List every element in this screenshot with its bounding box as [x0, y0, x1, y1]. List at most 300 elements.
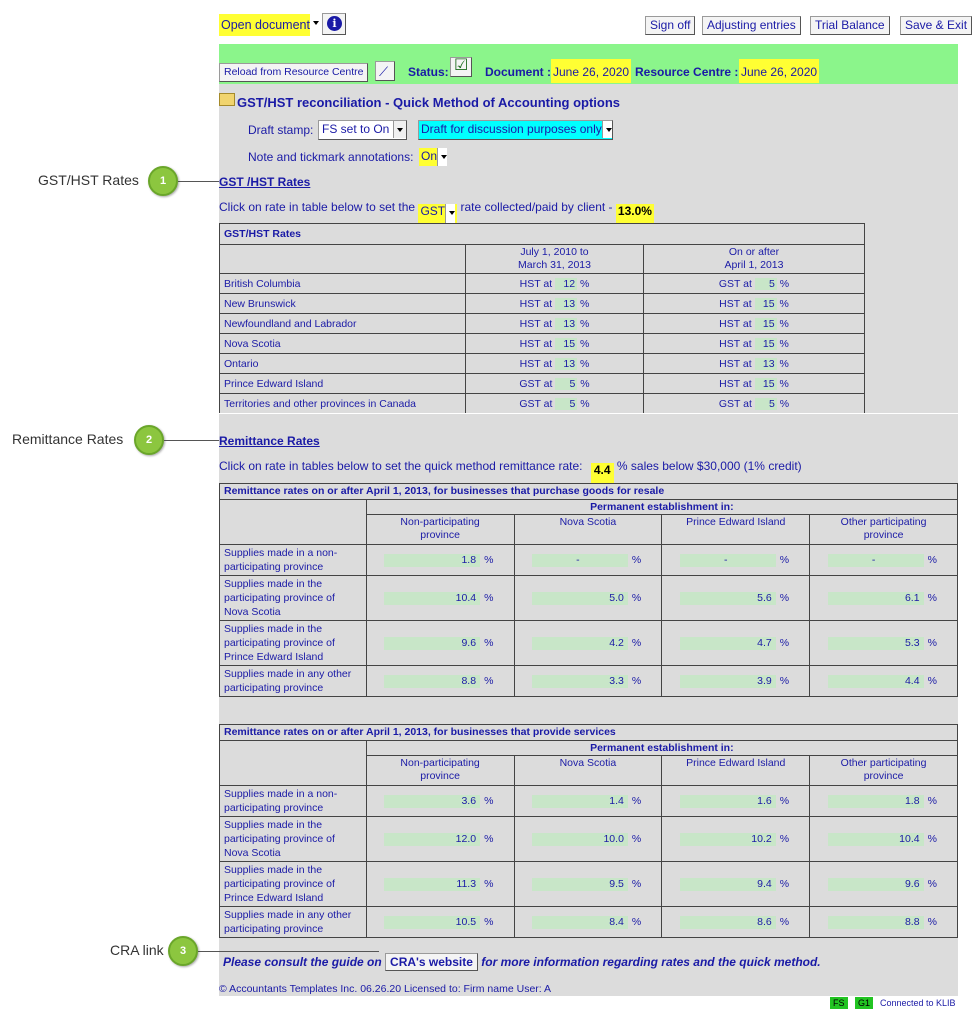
percent-sign: % — [779, 357, 789, 370]
checkmark-icon: ☑ — [454, 57, 469, 74]
remittance-goods-table — [219, 483, 958, 697]
gst-rate-cell[interactable] — [644, 314, 865, 334]
remittance-rate-value[interactable]: 8.8 — [384, 675, 480, 688]
open-document-dropdown[interactable] — [219, 14, 319, 36]
remittance-rate-value[interactable]: 1.8 — [384, 554, 480, 567]
col-header-line2: province — [420, 770, 460, 782]
supplies-label-line: Supplies made in the — [224, 578, 323, 590]
remittance-rate-cell[interactable] — [662, 862, 810, 907]
open-document-label: Open document — [221, 18, 310, 32]
annotations-value: On — [421, 149, 438, 163]
info-button[interactable] — [322, 13, 346, 35]
col-header-line1: Other participating — [840, 516, 927, 528]
status-label: Status: — [408, 65, 449, 79]
annotations-label: Note and tickmark annotations: — [248, 150, 414, 164]
percent-sign: % — [631, 877, 642, 890]
remittance-instruction-text — [219, 459, 802, 485]
remittance-rate-value[interactable]: 1.4 — [532, 795, 628, 808]
draft-stamp-select[interactable] — [318, 120, 407, 140]
goods-title: Remittance rates on or after April 1, 2013, for businesses that purchase goods for resale — [220, 484, 958, 500]
province-name: New Brunswick — [220, 294, 466, 314]
supplies-label-line: Prince Edward Island — [224, 892, 324, 904]
remittance-rate-cell[interactable] — [366, 786, 514, 817]
percent-sign: % — [484, 832, 494, 845]
remittance-rate-cell[interactable] — [514, 621, 662, 666]
goods-row — [220, 545, 958, 576]
gst-rate-cell[interactable] — [466, 334, 644, 354]
percent-sign: % — [631, 794, 642, 807]
rate-value[interactable]: 15 — [755, 338, 777, 350]
percent-sign: % — [484, 915, 494, 928]
gst-table-title: GST/HST Rates — [220, 224, 865, 245]
annotations-select[interactable] — [419, 148, 447, 166]
supplies-label — [220, 817, 367, 862]
supplies-label — [220, 862, 367, 907]
col-header-line1: Prince Edward Island — [686, 757, 786, 769]
percent-sign: % — [580, 377, 590, 390]
remittance-rate-cell[interactable] — [810, 545, 958, 576]
services-title: Remittance rates on or after April 1, 2013, for businesses that provide services — [220, 725, 958, 741]
percent-sign: % — [927, 636, 937, 649]
gst-table-row — [220, 334, 865, 354]
percent-sign: % — [631, 636, 642, 649]
gst-rate-cell[interactable] — [466, 274, 644, 294]
col-header-line1: Nova Scotia — [559, 516, 617, 528]
rate-value[interactable]: 15 — [755, 298, 777, 310]
supplies-label-line: Nova Scotia — [224, 606, 281, 618]
gst-rate-cell[interactable] — [644, 394, 865, 414]
percent-sign: % — [927, 877, 937, 890]
percent-sign: % — [927, 794, 937, 807]
remittance-rate-cell[interactable] — [366, 545, 514, 576]
info-icon: i — [327, 16, 342, 31]
percent-sign: % — [484, 553, 494, 566]
gst-hst-rates-heading[interactable]: GST /HST Rates — [219, 175, 311, 189]
rate-value[interactable]: 5 — [555, 378, 577, 390]
remittance-rate-cell[interactable] — [662, 817, 810, 862]
link-icon: ⟋ — [379, 64, 389, 79]
percent-sign: % — [779, 277, 790, 290]
rate-value[interactable]: 13 — [755, 358, 777, 370]
gst-col1-line1: July 1, 2010 to — [520, 246, 589, 258]
supplies-label-line: Prince Edward Island — [224, 651, 324, 663]
rate-value[interactable]: 13 — [555, 358, 577, 370]
remittance-rate-value[interactable]: 8.8 — [828, 916, 924, 929]
remittance-rate-value[interactable]: 3.6 — [384, 795, 480, 808]
percent-sign: % — [779, 591, 790, 604]
status-checkbox[interactable] — [450, 57, 472, 77]
gst-col-header-2 — [644, 245, 865, 274]
document-label: Document : — [485, 65, 551, 79]
goods-title-row — [220, 484, 958, 500]
remittance-rate-cell[interactable] — [662, 576, 810, 621]
remittance-rate-value[interactable]: 6.1 — [828, 592, 924, 605]
services-col-header — [810, 756, 958, 786]
sign-off-button[interactable]: Sign off — [645, 16, 695, 35]
percent-sign: % — [927, 832, 937, 845]
remittance-rate-cell[interactable] — [810, 907, 958, 938]
goods-row — [220, 621, 958, 666]
rate-type: HST at — [519, 357, 553, 370]
resource-centre-label: Resource Centre : — [635, 65, 739, 79]
province-name: Newfoundland and Labrador — [220, 314, 466, 334]
percent-sign: % — [579, 297, 590, 310]
services-row — [220, 786, 958, 817]
remittance-rate-value[interactable]: 9.6 — [828, 878, 924, 891]
percent-sign: % — [779, 397, 790, 410]
rate-value[interactable]: 13 — [555, 318, 577, 330]
callout-3-label: CRA link — [110, 942, 164, 958]
rate-value[interactable]: 15 — [755, 318, 777, 330]
province-name: Nova Scotia — [220, 334, 466, 354]
supplies-label — [220, 907, 367, 938]
remittance-rate-value[interactable]: 10.4 — [828, 833, 924, 846]
save-exit-button[interactable]: Save & Exit — [900, 16, 972, 35]
gst-hst-rates-table — [219, 223, 865, 414]
remittance-rate-value[interactable]: 5.6 — [680, 592, 776, 605]
supplies-label-line: participating province — [224, 923, 324, 935]
callout-1-badge: 1 — [148, 166, 178, 196]
gst-table-row — [220, 314, 865, 334]
supplies-label-line: participating province of — [224, 833, 335, 845]
remittance-rate-cell[interactable] — [514, 576, 662, 621]
chevron-down-icon — [393, 121, 406, 138]
gst-instruction-pre: Click on rate in table below to set the — [219, 200, 416, 214]
supplies-label-line: Supplies made in the — [224, 864, 323, 876]
connection-status: Connected to KLIB — [880, 998, 956, 1008]
rate-type: GST at — [718, 397, 752, 410]
remittance-rate-cell[interactable] — [662, 786, 810, 817]
remittance-rate-value[interactable]: 10.2 — [680, 833, 776, 846]
rate-value[interactable]: 12 — [555, 278, 577, 290]
page-title: GST/HST reconciliation - Quick Method of Accounting options — [237, 95, 621, 110]
remittance-rate-value[interactable]: 1.8 — [828, 795, 924, 808]
col-header-line2: province — [863, 529, 904, 541]
percent-sign: % — [631, 674, 642, 687]
remittance-rate-cell[interactable] — [662, 545, 810, 576]
chevron-down-icon — [437, 148, 447, 166]
percent-sign: % — [779, 674, 790, 687]
reload-button[interactable]: Reload from Resource Centre — [219, 63, 368, 82]
percent-sign: % — [779, 794, 790, 807]
remittance-rate-cell[interactable] — [366, 576, 514, 621]
percent-sign: % — [779, 915, 790, 928]
percent-sign: % — [631, 591, 642, 604]
percent-sign: % — [779, 337, 789, 350]
rate-type: HST at — [719, 297, 752, 310]
percent-sign: % — [779, 832, 790, 845]
gst-table-row — [220, 274, 865, 294]
remittance-rate-value[interactable]: 10.5 — [384, 916, 480, 929]
g1-indicator: G1 — [855, 997, 873, 1009]
rate-type: HST at — [719, 317, 752, 330]
remittance-rate-cell[interactable] — [810, 786, 958, 817]
services-row — [220, 862, 958, 907]
gst-col2-line2: April 1, 2013 — [724, 259, 784, 271]
goods-row — [220, 666, 958, 697]
services-row — [220, 907, 958, 938]
remittance-rate-value[interactable]: 3.9 — [680, 675, 776, 688]
remittance-rate-cell[interactable] — [810, 576, 958, 621]
callout-1-label: GST/HST Rates — [38, 172, 139, 188]
rate-type: HST at — [519, 317, 553, 330]
remittance-rate-cell[interactable] — [662, 621, 810, 666]
remittance-rate-cell[interactable] — [366, 862, 514, 907]
province-name: Prince Edward Island — [220, 374, 466, 394]
remittance-rate-value[interactable]: 10.0 — [532, 833, 628, 846]
remittance-services-table — [219, 724, 958, 938]
gst-rate-cell[interactable] — [644, 374, 865, 394]
services-perm-row — [220, 741, 958, 756]
gst-rate-cell[interactable] — [466, 294, 644, 314]
adjusting-entries-button[interactable]: Adjusting entries — [702, 16, 801, 35]
gst-rate-cell[interactable] — [644, 354, 865, 374]
callout-3-badge: 3 — [168, 936, 198, 966]
remittance-rate-value[interactable]: 4.4 — [828, 675, 924, 688]
percent-sign: % — [927, 591, 937, 604]
percent-sign: % — [779, 553, 790, 566]
remittance-rate-value[interactable]: 3.3 — [532, 675, 628, 688]
gst-rate-type-value: GST — [420, 204, 446, 218]
copyright-text: © Accountants Templates Inc. 06.26.20 Licensed to: Firm name User: A — [219, 983, 552, 995]
rate-value[interactable]: 5 — [555, 398, 577, 410]
percent-sign: % — [484, 674, 494, 687]
supplies-label-line: participating province of — [224, 592, 335, 604]
percent-sign: % — [579, 337, 590, 350]
services-col-header — [662, 756, 810, 786]
remittance-instruction-pre: Click on rate in tables below to set the quick method remittance rate: — [219, 459, 583, 473]
province-name: British Columbia — [220, 274, 466, 294]
percent-sign: % — [484, 591, 494, 604]
remittance-instruction-post: % sales below $30,000 (1% credit) — [616, 459, 802, 473]
gst-header-blank — [220, 245, 466, 274]
gst-table-row — [220, 294, 865, 314]
callout-1-line — [178, 181, 219, 182]
gst-table-row — [220, 374, 865, 394]
province-name: Territories and other provinces in Canada — [220, 394, 466, 414]
goods-permanent-header: Permanent establishment in: — [366, 500, 957, 515]
rate-value[interactable]: 13 — [555, 298, 577, 310]
supplies-label-line: Supplies made in a non- — [224, 788, 338, 800]
remittance-rate-value[interactable]: 5.0 — [532, 592, 628, 605]
remittance-rate-value[interactable]: 1.6 — [680, 795, 776, 808]
remittance-rate-value[interactable]: 4.2 — [532, 637, 628, 650]
percent-sign: % — [631, 553, 642, 566]
callout-2-badge: 2 — [134, 425, 164, 455]
col-header-line2: province — [863, 770, 904, 782]
services-col-header — [366, 756, 514, 786]
supplies-label-line: Supplies made in a non- — [224, 547, 338, 559]
percent-sign: % — [779, 317, 789, 330]
gst-col-header-1 — [466, 245, 644, 274]
province-name: Ontario — [220, 354, 466, 374]
goods-perm-row — [220, 500, 958, 515]
supplies-label — [220, 786, 367, 817]
chevron-down-icon — [310, 14, 319, 36]
callout-2-label: Remittance Rates — [12, 431, 124, 447]
goods-header-blank — [220, 500, 367, 545]
supplies-label-line: Nova Scotia — [224, 847, 281, 859]
remittance-rate-cell[interactable] — [366, 817, 514, 862]
remittance-rate-cell[interactable] — [810, 862, 958, 907]
cra-text — [223, 953, 821, 971]
col-header-line1: Non-participating — [400, 516, 480, 528]
draft-stamp-value: FS set to On — [322, 122, 390, 136]
document-date: June 26, 2020 — [551, 59, 631, 83]
cra-website-button[interactable]: CRA's website — [385, 953, 478, 971]
gst-rate-cell[interactable] — [644, 294, 865, 314]
percent-sign: % — [484, 877, 494, 890]
remittance-rate-cell[interactable] — [514, 545, 662, 576]
percent-sign: % — [779, 636, 790, 649]
remittance-rate-cell[interactable] — [514, 666, 662, 697]
draft-text-select[interactable] — [418, 120, 613, 140]
services-col-header — [514, 756, 662, 786]
trial-balance-button[interactable]: Trial Balance — [810, 16, 890, 35]
supplies-label — [220, 545, 367, 576]
supplies-label-line: participating province — [224, 561, 324, 573]
gst-rate-cell[interactable] — [466, 394, 644, 414]
supplies-label — [220, 576, 367, 621]
rate-type: HST at — [519, 277, 553, 290]
remittance-rate-value[interactable]: 9.5 — [532, 878, 628, 891]
gst-rate-cell[interactable] — [466, 354, 644, 374]
remittance-rate-cell[interactable] — [366, 666, 514, 697]
rate-type: GST at — [519, 377, 553, 390]
supplies-label-line: participating province — [224, 682, 324, 694]
remittance-rate-value[interactable]: 12.0 — [384, 833, 480, 846]
gst-table-row — [220, 354, 865, 374]
services-title-row — [220, 725, 958, 741]
remittance-rate-value[interactable]: 5.3 — [828, 637, 924, 650]
percent-sign: % — [579, 277, 590, 290]
gst-col1-line2: March 31, 2013 — [518, 259, 591, 271]
callout-3-line — [198, 951, 379, 952]
gst-col2-line1: On or after — [728, 246, 780, 258]
remittance-rate-value[interactable]: 9.4 — [680, 878, 776, 891]
remittance-rate-value[interactable]: 11.3 — [384, 878, 480, 891]
folder-icon — [219, 93, 235, 106]
remittance-rate-cell[interactable] — [662, 666, 810, 697]
supplies-label-line: Supplies made in any other — [224, 668, 352, 680]
supplies-label-line: participating province — [224, 802, 324, 814]
rate-value[interactable]: 15 — [755, 378, 777, 390]
rate-type: GST at — [718, 277, 752, 290]
gst-rate-cell[interactable] — [466, 374, 644, 394]
remittance-rate-value[interactable]: 9.6 — [384, 637, 480, 650]
remittance-rate-cell[interactable] — [514, 907, 662, 938]
services-header-blank — [220, 741, 367, 786]
percent-sign: % — [779, 877, 790, 890]
remittance-rate-value[interactable]: 8.4 — [532, 916, 628, 929]
gst-rate-cell[interactable] — [644, 334, 865, 354]
rate-type: HST at — [519, 337, 553, 350]
draft-stamp-label: Draft stamp: — [248, 123, 314, 137]
draft-text-value: Draft for discussion purposes only — [421, 122, 602, 136]
remittance-rate-value: 4.4 — [591, 463, 614, 485]
chevron-down-icon — [602, 121, 612, 138]
section-divider — [219, 413, 958, 414]
percent-sign: % — [779, 377, 789, 390]
remittance-rate-cell[interactable] — [662, 907, 810, 938]
remittance-rate-value[interactable]: - — [532, 554, 628, 567]
goods-col-header — [662, 515, 810, 545]
cra-text-pre: Please consult the guide on — [223, 955, 382, 969]
callout-2-line — [164, 440, 219, 441]
gst-table-row — [220, 394, 865, 414]
percent-sign: % — [927, 553, 937, 566]
percent-sign: % — [631, 915, 642, 928]
col-header-line1: Other participating — [840, 757, 927, 769]
rate-type: HST at — [719, 377, 752, 390]
percent-sign: % — [927, 915, 937, 928]
percent-sign: % — [631, 832, 642, 845]
remittance-rate-cell[interactable] — [810, 817, 958, 862]
rate-type: HST at — [719, 337, 752, 350]
goods-col-header — [810, 515, 958, 545]
supplies-label — [220, 666, 367, 697]
rate-value[interactable]: 5 — [755, 398, 777, 410]
remittance-rate-cell[interactable] — [514, 862, 662, 907]
rate-type: GST at — [519, 397, 553, 410]
goods-col-header — [514, 515, 662, 545]
supplies-label-line: Supplies made in the — [224, 819, 323, 831]
remittance-rate-cell[interactable] — [366, 621, 514, 666]
reload-icon-button[interactable] — [375, 61, 395, 81]
goods-row — [220, 576, 958, 621]
remittance-rate-value[interactable]: 10.4 — [384, 592, 480, 605]
goods-col-header — [366, 515, 514, 545]
supplies-label-line: Supplies made in any other — [224, 909, 352, 921]
services-row — [220, 817, 958, 862]
rate-type: HST at — [719, 357, 752, 370]
gst-rate-cell[interactable] — [466, 314, 644, 334]
gst-rate-value: 13.0% — [616, 204, 654, 226]
col-header-line1: Prince Edward Island — [686, 516, 786, 528]
remittance-rate-cell[interactable] — [514, 786, 662, 817]
cra-text-post: for more information regarding rates and the quick method. — [481, 955, 821, 969]
gst-instruction-post: rate collected/paid by client - — [460, 200, 613, 214]
fs-indicator: FS — [830, 997, 848, 1009]
rate-type: HST at — [519, 297, 553, 310]
percent-sign: % — [484, 794, 494, 807]
col-header-line1: Non-participating — [400, 757, 480, 769]
percent-sign: % — [484, 636, 494, 649]
remittance-rate-cell[interactable] — [810, 666, 958, 697]
remittance-rate-value[interactable]: - — [828, 554, 924, 567]
col-header-line2: province — [420, 529, 460, 541]
rate-value[interactable]: 15 — [555, 338, 577, 350]
remittance-rate-value[interactable]: 8.6 — [680, 916, 776, 929]
percent-sign: % — [779, 297, 789, 310]
supplies-label-line: participating province of — [224, 878, 335, 890]
col-header-line1: Nova Scotia — [559, 757, 617, 769]
remittance-rate-value[interactable]: - — [680, 554, 776, 567]
percent-sign: % — [579, 357, 590, 370]
remittance-rates-heading[interactable]: Remittance Rates — [219, 434, 320, 448]
supplies-label-line: Supplies made in the — [224, 623, 323, 635]
percent-sign: % — [927, 674, 937, 687]
services-permanent-header: Permanent establishment in: — [366, 741, 957, 756]
percent-sign: % — [580, 397, 590, 410]
percent-sign: % — [579, 317, 590, 330]
gst-rate-cell[interactable] — [644, 274, 865, 294]
remittance-rate-cell[interactable] — [810, 621, 958, 666]
rate-value[interactable]: 5 — [755, 278, 777, 290]
remittance-rate-cell[interactable] — [514, 817, 662, 862]
remittance-rate-value[interactable]: 4.7 — [680, 637, 776, 650]
remittance-rate-cell[interactable] — [366, 907, 514, 938]
